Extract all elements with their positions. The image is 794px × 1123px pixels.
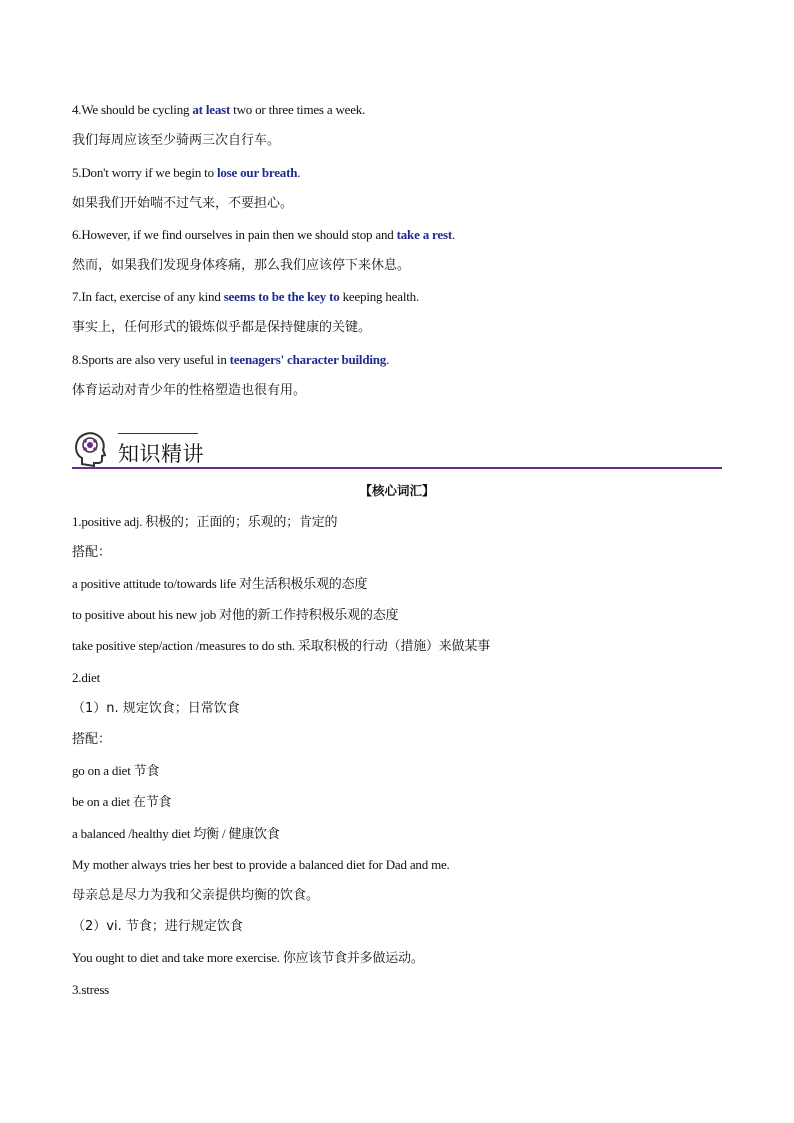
subsection-title: 【核心词汇】: [359, 483, 435, 498]
vocab-line: go on a diet 节食: [72, 763, 160, 778]
section-title: 知识精讲: [118, 442, 204, 466]
vocab-line: be on a diet 在节食: [72, 794, 172, 809]
vocab-line: 1.positive adj. 积极的；正面的；乐观的；肯定的: [72, 514, 338, 529]
title-overline: [118, 433, 198, 434]
section-divider: [72, 467, 722, 469]
vocab-line: My mother always tries her best to provide a balanced diet for Dad and me.: [72, 857, 450, 872]
sentence-8-cn: 体育运动对青少年的性格塑造也很有用。: [72, 383, 307, 398]
vocab-line: （1）n. 规定饮食；日常饮食: [72, 701, 240, 716]
vocab-line: a positive attitude to/towards life 对生活积极乐观的态度: [72, 576, 368, 591]
section-heading: [72, 430, 722, 470]
vocab-line: 2.diet: [72, 670, 101, 685]
vocab-line: You ought to diet and take more exercise. 你应该节食并多做运动。: [72, 950, 424, 965]
key-phrase: seems to be the key to: [223, 289, 340, 304]
sentence-6-cn: 然而，如果我们发现身体疼痛，那么我们应该停下来休息。: [72, 258, 411, 273]
sentence-7-cn: 事实上，任何形式的锻炼似乎都是保持健康的关键。: [72, 320, 372, 335]
vocab-line: to positive about his new job 对他的新工作持积极乐观的态度: [72, 607, 399, 622]
sentence-8-en: 8.Sports are also very useful in teenagers' character building.: [72, 352, 390, 367]
vocab-line: 母亲总是尽力为我和父亲提供均衡的饮食。: [72, 888, 320, 903]
sentence-5-cn: 如果我们开始喘不过气来，不要担心。: [72, 196, 294, 211]
sentence-5-en: 5.Don't worry if we begin to lose our breath.: [72, 165, 301, 180]
key-phrase: at least: [192, 102, 231, 117]
sentence-6-en: 6.However, if we find ourselves in pain then we should stop and take a rest.: [72, 227, 456, 242]
vocab-line: take positive step/action /measures to do sth. 采取积极的行动（措施）来做某事: [72, 638, 490, 653]
vocab-line: 3.stress: [72, 982, 110, 997]
vocab-line: a balanced /healthy diet 均衡 / 健康饮食: [72, 826, 280, 841]
brain-head-icon: [72, 430, 108, 468]
key-phrase: take a rest: [396, 227, 452, 242]
sentence-4-cn: 我们每周应该至少骑两三次自行车。: [72, 133, 281, 148]
vocab-line: （2）vi. 节食；进行规定饮食: [72, 919, 243, 934]
key-phrase: teenagers' character building: [229, 352, 387, 367]
sentence-4-en: 4.We should be cycling at least two or three times a week.: [72, 102, 366, 117]
sentence-7-en: 7.In fact, exercise of any kind seems to be the key to keeping health.: [72, 289, 419, 304]
vocab-line: 搭配：: [72, 732, 112, 747]
key-phrase: lose our breath: [216, 165, 298, 180]
vocab-line: 搭配：: [72, 545, 112, 560]
